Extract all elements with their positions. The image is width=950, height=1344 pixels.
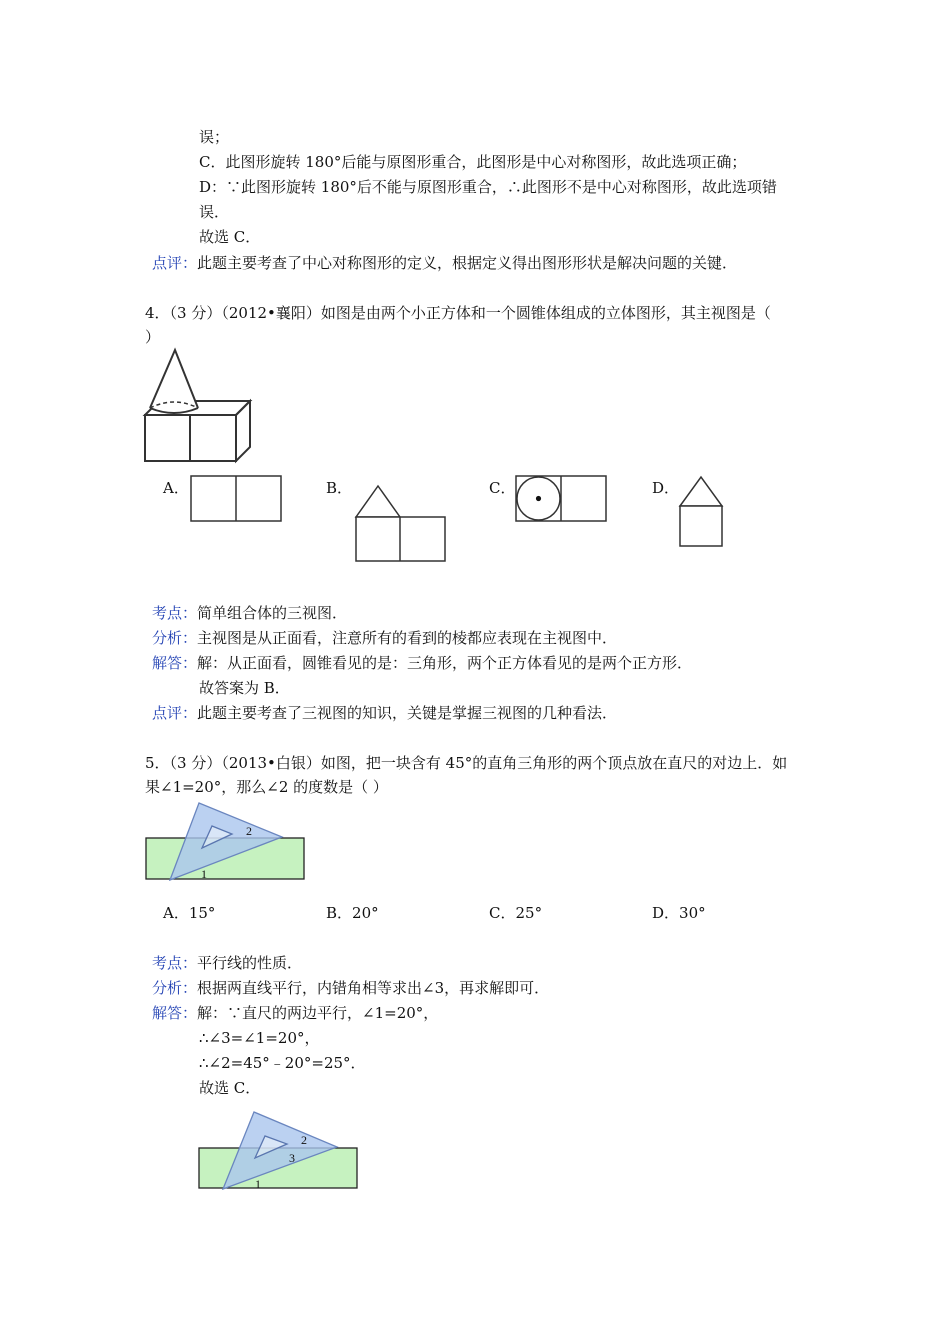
fenxi-text: 根据两直线平行，内错角相等求出∠3，再求解即可． bbox=[197, 979, 550, 997]
kaodian-label: 考点： bbox=[152, 604, 198, 622]
angle-2-label: 2 bbox=[246, 824, 252, 838]
kaodian-label: 考点： bbox=[152, 954, 198, 972]
q5-stem-end: 果∠1=20°，那么∠2 的度数是（ ） bbox=[145, 778, 388, 796]
q4-fenxi bbox=[152, 628, 617, 648]
angle-2-label: 2 bbox=[301, 1133, 307, 1147]
q4-option-c-label[interactable]: C． bbox=[489, 479, 516, 497]
q4-stem-end: ） bbox=[145, 328, 161, 346]
pingping-text: 此题主要考查了三视图的知识，关键是掌握三视图的几种看法． bbox=[197, 704, 618, 722]
q4-jieda-answer: 故答案为 B． bbox=[199, 679, 290, 697]
q4-option-d-figure[interactable] bbox=[678, 475, 726, 549]
q5-kaodian bbox=[152, 953, 302, 973]
prev-line-2: C．此图形旋转 180°后能与原图形重合，此图形是中心对称图形，故此选项正确； bbox=[199, 153, 747, 171]
q4-option-a-figure[interactable] bbox=[190, 475, 284, 523]
prev-line-4: 误． bbox=[199, 203, 230, 221]
q5-step-1: ∴∠3=∠1=20°， bbox=[199, 1029, 320, 1047]
prev-comment bbox=[152, 253, 737, 273]
q4-solid-figure bbox=[140, 346, 260, 466]
q5-step-2: ∴∠2=45°﹣20°=25°． bbox=[199, 1054, 366, 1072]
prev-line-1: 误； bbox=[199, 128, 230, 146]
q4-option-b-label[interactable]: B． bbox=[326, 479, 353, 497]
q5-solution-figure bbox=[197, 1108, 362, 1192]
q5-option-d[interactable]: D．30° bbox=[652, 904, 706, 922]
q4-option-b-figure[interactable] bbox=[354, 484, 448, 564]
jieda-text: 解：从正面看，圆锥看见的是：三角形，两个正方体看见的是两个正方形． bbox=[197, 654, 693, 672]
jieda-label: 解答： bbox=[152, 1004, 198, 1022]
q5-option-c[interactable]: C．25° bbox=[489, 904, 543, 922]
comment-text: 此题主要考查了中心对称图形的定义，根据定义得出图形形状是解决问题的关键． bbox=[197, 254, 738, 272]
kaodian-text: 简单组合体的三视图． bbox=[197, 604, 348, 622]
q4-pingping bbox=[152, 703, 617, 723]
q4-stem: 4．（3 分）（2012•襄阳）如图是由两个小正方体和一个圆锥体组成的立体图形，其主视图是（ bbox=[145, 304, 771, 322]
prev-line-5: 故选 C． bbox=[199, 228, 261, 246]
angle-3-label: 3 bbox=[289, 1151, 295, 1165]
jieda-label: 解答： bbox=[152, 654, 198, 672]
jieda-text: 解：∵直尺的两边平行，∠1=20°， bbox=[197, 1004, 439, 1022]
q5-step-3: 故选 C． bbox=[199, 1079, 261, 1097]
q4-kaodian bbox=[152, 603, 347, 623]
kaodian-text: 平行线的性质． bbox=[197, 954, 303, 972]
fenxi-text: 主视图是从正面看，注意所有的看到的棱都应表现在主视图中． bbox=[197, 629, 618, 647]
pingping-label: 点评： bbox=[152, 704, 198, 722]
q5-fenxi bbox=[152, 978, 549, 998]
q4-option-d-label[interactable]: D． bbox=[652, 479, 680, 497]
fenxi-label: 分析： bbox=[152, 979, 198, 997]
q4-jieda bbox=[152, 653, 692, 673]
prev-line-3: D：∵此图形旋转 180°后不能与原图形重合，∴此图形不是中心对称图形，故此选项错 bbox=[199, 178, 777, 196]
q5-option-a[interactable]: A．15° bbox=[163, 904, 216, 922]
q4-option-a-label[interactable]: A． bbox=[163, 479, 189, 497]
q5-jieda bbox=[152, 1003, 438, 1023]
angle-1-label: 1 bbox=[201, 867, 207, 881]
fenxi-label: 分析： bbox=[152, 629, 198, 647]
q5-ruler-triangle-figure bbox=[144, 800, 309, 882]
q5-option-b[interactable]: B．20° bbox=[326, 904, 379, 922]
angle-1-label: 1 bbox=[255, 1177, 261, 1191]
q4-option-c-figure[interactable] bbox=[515, 475, 609, 523]
comment-label: 点评： bbox=[152, 254, 198, 272]
q5-stem: 5．（3 分）（2013•白银）如图，把一块含有 45°的直角三角形的两个顶点放在直尺的对边上．如 bbox=[145, 754, 788, 772]
